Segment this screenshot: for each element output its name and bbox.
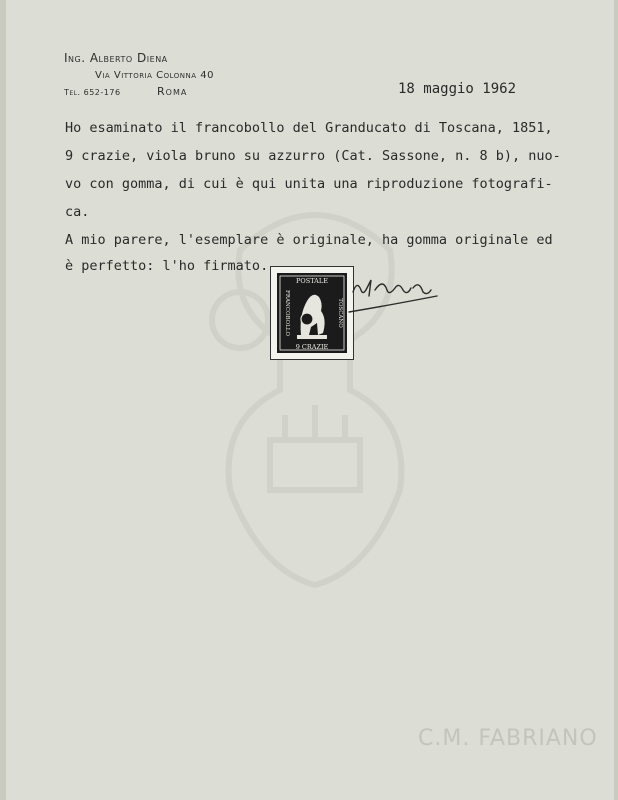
stamp-bottom-text: 9 CRAZIE — [295, 343, 329, 351]
stamp-left-text: FRANCOBOLLO — [284, 290, 290, 336]
stamp-photo — [270, 266, 354, 360]
stamp-right-text: TOSCANO — [337, 298, 343, 328]
paper-right-edge — [614, 0, 618, 800]
body-line-6: è perfetto: l'ho firmato. — [65, 258, 269, 274]
handwritten-signature — [345, 270, 445, 320]
paper-left-edge — [0, 0, 6, 800]
letterhead-phone: Tel. 652-176 — [64, 88, 121, 97]
letterhead-city: Roma — [157, 85, 188, 98]
body-line-5: A mio parere, l'esemplare è originale, ha gomma originale ed — [65, 232, 553, 248]
body-line-4: ca. — [65, 204, 90, 220]
stamp-top-text: POSTALE — [296, 277, 328, 285]
letterhead-address: Via Vittoria Colonna 40 — [95, 70, 214, 81]
letter-date: 18 maggio 1962 — [398, 81, 517, 97]
body-line-2: 9 crazie, viola bruno su azzurro (Cat. Sassone, n. 8 b), nuo- — [65, 148, 561, 164]
paper-watermark-text: C.M. FABRIANO — [418, 726, 598, 751]
letterhead-name: Ing. Alberto Diena — [64, 51, 168, 65]
crest-watermark — [200, 190, 430, 590]
body-line-3: vo con gomma, di cui è qui unita una riproduzione fotografi- — [65, 176, 553, 192]
body-line-1: Ho esaminato il francobollo del Granducato di Toscana, 1851, — [65, 120, 553, 136]
